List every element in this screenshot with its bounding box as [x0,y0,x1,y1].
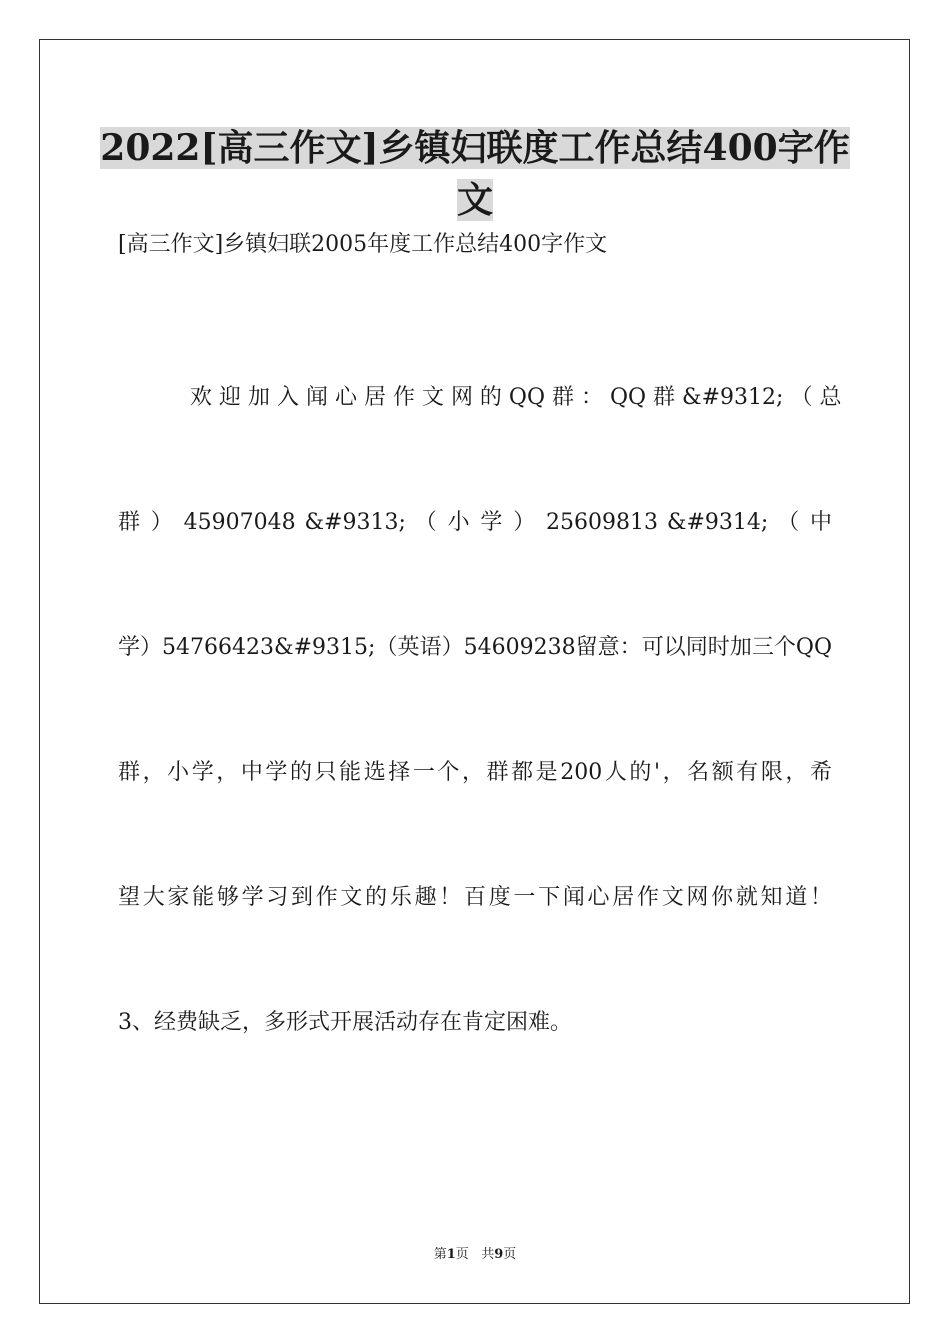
paragraph-line-6: 3、经费缺乏，多形式开展活动存在肯定困难。 [118,1010,572,1035]
paragraph-line-2: 群 ） 45907048 &#9313; （ 小 学 ） 25609813 &#9314; （ 中 [118,510,832,535]
footer-page-suffix: 页 [455,1247,469,1262]
footer-total-suffix: 页 [503,1247,517,1262]
footer-prefix: 第 [433,1247,447,1262]
footer-page-number: 1 [446,1247,456,1262]
paragraph-line-5: 望大家能够学习到作文的乐趣！百度一下闻心居作文网你就知道！ [118,885,832,910]
page-border [39,39,910,1304]
title-line-2: 文 [456,179,493,221]
paragraph-line-1: 欢 迎 加 入 闻 心 居 作 文 网 的 QQ 群 ： QQ 群 &#9312; （ 总 [190,385,842,410]
footer-total-pages: 9 [494,1247,504,1262]
footer-total-prefix: 共 [481,1247,495,1262]
document-subtitle: [高三作文]乡镇妇联2005年度工作总结400字作文 [118,232,608,257]
paragraph-line-4: 群，小学，中学的只能选择一个，群都是200人的'，名额有限，希 [118,760,832,785]
title-line-1: 2022[高三作文]乡镇妇联度工作总结400字作 [100,127,850,169]
document-title [95,122,855,226]
paragraph-line-3: 学）54766423&#9315;（英语）54609238留意：可以同时加三个QQ [118,635,832,660]
page-footer [0,1246,950,1264]
